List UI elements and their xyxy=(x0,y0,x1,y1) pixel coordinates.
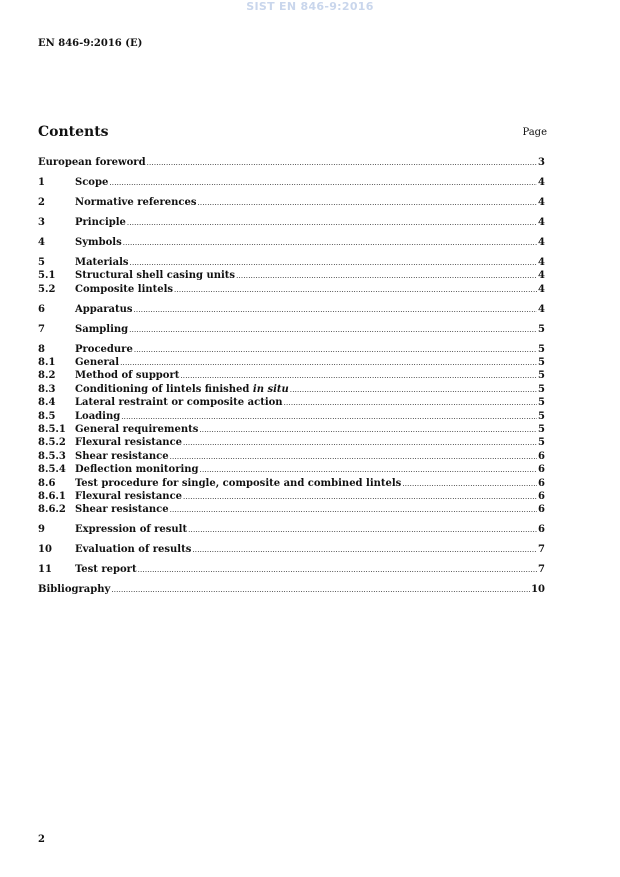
toc-entry-page: 4 xyxy=(538,196,545,208)
toc-entry-title: Flexural resistance xyxy=(75,437,183,449)
toc-entry-number: 5.2 xyxy=(38,283,56,295)
toc-entry-page: 4 xyxy=(538,236,545,248)
dot-leader xyxy=(138,564,537,577)
toc-entry[interactable] xyxy=(38,410,545,423)
toc-entry-number: 8.6.2 xyxy=(38,504,66,516)
dot-leader xyxy=(192,544,537,557)
dot-leader xyxy=(129,324,537,337)
toc-entry-page: 5 xyxy=(538,343,545,355)
toc-entry-number: 7 xyxy=(38,323,45,335)
toc-entry-number: 8.5.1 xyxy=(38,424,66,435)
dot-leader xyxy=(127,217,537,230)
toc-entry[interactable] xyxy=(38,503,545,516)
dot-leader xyxy=(123,237,537,250)
toc-entry-title: Bibliography xyxy=(38,584,111,596)
dot-leader xyxy=(170,451,537,464)
dot-leader xyxy=(188,524,537,537)
toc-entry-title: Expression of result xyxy=(75,524,188,536)
toc-entry[interactable] xyxy=(38,343,545,356)
toc-entry-page: 3 xyxy=(538,157,545,168)
toc-entry-title: Deflection monitoring xyxy=(75,464,199,476)
toc-entry-number: 11 xyxy=(38,564,52,576)
toc-entry-page: 4 xyxy=(538,176,545,188)
toc-entry-page: 7 xyxy=(538,544,545,556)
toc-entry[interactable] xyxy=(38,323,545,336)
toc-entry-number: 8.4 xyxy=(38,397,56,409)
toc-entry-number: 8.6.1 xyxy=(38,490,66,502)
toc-entry-title: Normative references xyxy=(75,196,197,208)
toc-entry[interactable] xyxy=(38,283,545,296)
dot-leader xyxy=(120,357,537,370)
toc-entry-number: 8.5 xyxy=(38,410,56,422)
contents-heading: Contents xyxy=(38,124,109,140)
dot-leader xyxy=(183,437,537,450)
toc-entry-page: 6 xyxy=(538,524,545,536)
dot-leader xyxy=(147,157,537,170)
toc-entry[interactable] xyxy=(38,269,545,282)
toc-entry-title: Materials xyxy=(75,256,129,268)
dot-leader xyxy=(200,464,537,477)
page-column-label: Page xyxy=(522,127,547,138)
toc-entry-number: 6 xyxy=(38,303,45,315)
toc-entry[interactable] xyxy=(38,303,545,316)
toc-entry-title: Test procedure for single, composite and combined lintels xyxy=(75,477,402,489)
toc-entry-page: 6 xyxy=(538,490,545,502)
toc-entry-title: Loading xyxy=(75,410,121,422)
toc-entry-title: Apparatus xyxy=(75,303,133,315)
toc-entry-title: Flexural resistance xyxy=(75,490,183,502)
toc-entry[interactable] xyxy=(38,423,545,436)
toc-entry-page: 10 xyxy=(531,584,545,596)
dot-leader xyxy=(180,370,537,383)
toc-entry-title: Conditioning of lintels finished in situ xyxy=(75,383,289,395)
toc-entry-title: Method of support xyxy=(75,370,180,382)
toc-entry-page: 4 xyxy=(538,283,545,295)
toc-entry-number: 5 xyxy=(38,256,45,268)
toc-entry-page: 5 xyxy=(538,383,545,395)
toc-entry[interactable] xyxy=(38,256,545,269)
toc-entry-number: 1 xyxy=(38,176,45,188)
toc-entry[interactable] xyxy=(38,436,545,449)
watermark: SIST EN 846-9:2016 xyxy=(246,0,374,13)
toc-entry-page: 5 xyxy=(538,323,545,335)
toc-entry[interactable] xyxy=(38,369,545,382)
dot-leader xyxy=(111,584,530,597)
toc-entry-title: Shear resistance xyxy=(75,450,169,462)
toc-entry-number: 9 xyxy=(38,524,45,536)
dot-leader xyxy=(134,304,538,317)
toc-entry-title: Structural shell casing units xyxy=(75,270,236,282)
toc-entry[interactable] xyxy=(38,396,545,409)
toc-entry-page: 5 xyxy=(538,370,545,382)
toc-entry-page: 6 xyxy=(538,464,545,476)
toc-entry[interactable] xyxy=(38,176,545,189)
toc-entry-number: 10 xyxy=(38,544,52,556)
toc-entry-title: Shear resistance xyxy=(75,504,169,516)
toc-entry-title: Principle xyxy=(75,216,126,228)
toc-entry-title: Procedure xyxy=(75,343,133,355)
toc-entry-page: 6 xyxy=(538,477,545,489)
dot-leader xyxy=(198,197,538,210)
toc-entry-number: 8.1 xyxy=(38,357,56,369)
dot-leader xyxy=(170,504,537,517)
toc-entry-number: 8.5.4 xyxy=(38,464,66,476)
toc-entry-page: 5 xyxy=(538,424,545,435)
toc-entry-title: General xyxy=(75,357,120,369)
toc-entry-page: 6 xyxy=(538,450,545,462)
dot-leader xyxy=(199,424,537,437)
toc-entry-number: 8.5.2 xyxy=(38,437,66,449)
toc-entry[interactable] xyxy=(38,196,545,209)
dot-leader xyxy=(183,491,537,504)
toc-entry-title: Symbols xyxy=(75,236,122,248)
toc-entry-number: 8.6 xyxy=(38,477,56,489)
dot-leader xyxy=(109,177,537,190)
dot-leader xyxy=(121,411,537,424)
toc-entry[interactable] xyxy=(38,450,545,463)
dot-leader xyxy=(402,478,537,491)
dot-leader xyxy=(130,257,538,270)
dot-leader xyxy=(284,397,537,410)
toc-entry-page: 6 xyxy=(538,504,545,516)
toc-entry-number: 2 xyxy=(38,196,45,208)
toc-entry-title-italic: in situ xyxy=(252,383,289,395)
document-id: EN 846-9:2016 (E) xyxy=(38,38,143,49)
toc-entry-title: Lateral restraint or composite action xyxy=(75,397,283,409)
toc-entry[interactable] xyxy=(38,156,545,169)
toc-entry[interactable] xyxy=(38,463,545,476)
toc-entry-page: 4 xyxy=(538,216,545,228)
toc-entry-page: 7 xyxy=(538,564,545,576)
page-number: 2 xyxy=(38,834,45,845)
toc-entry-page: 5 xyxy=(538,410,545,422)
toc-entry-number: 5.1 xyxy=(38,270,56,282)
toc-entry-title: Scope xyxy=(75,176,109,188)
toc-entry[interactable] xyxy=(38,490,545,503)
toc-entry-page: 4 xyxy=(538,270,545,282)
toc-entry[interactable] xyxy=(38,236,545,249)
toc-entry-number: 8.2 xyxy=(38,370,56,382)
dot-leader xyxy=(134,344,537,357)
toc-entry-title: Composite lintels xyxy=(75,283,174,295)
toc-entry-title: European foreword xyxy=(38,157,146,168)
dot-leader xyxy=(236,270,537,283)
toc-entry-number: 3 xyxy=(38,216,45,228)
toc-entry[interactable] xyxy=(38,543,545,556)
toc-entry[interactable] xyxy=(38,583,545,596)
toc-entry-number: 8.3 xyxy=(38,383,56,395)
dot-leader xyxy=(290,384,537,397)
toc-entry-number: 8.5.3 xyxy=(38,450,66,462)
toc-entry-number: 4 xyxy=(38,236,45,248)
toc-entry[interactable] xyxy=(38,383,545,396)
table-of-contents xyxy=(38,156,545,597)
toc-entry-title: Sampling xyxy=(75,323,129,335)
toc-entry-page: 4 xyxy=(538,303,545,315)
toc-entry[interactable] xyxy=(38,477,545,490)
toc-entry[interactable] xyxy=(38,216,545,229)
toc-entry-page: 5 xyxy=(538,397,545,409)
toc-entry-number: 8 xyxy=(38,343,45,355)
toc-entry-title: Test report xyxy=(75,564,137,576)
toc-entry[interactable] xyxy=(38,563,545,576)
toc-entry-title: Evaluation of results xyxy=(75,544,192,556)
toc-entry-page: 4 xyxy=(538,256,545,268)
toc-entry[interactable] xyxy=(38,523,545,536)
toc-entry-page: 5 xyxy=(538,437,545,449)
toc-entry-title: General requirements xyxy=(75,424,199,435)
toc-entry-page: 5 xyxy=(538,357,545,369)
dot-leader xyxy=(174,284,537,297)
toc-entry[interactable] xyxy=(38,356,545,369)
